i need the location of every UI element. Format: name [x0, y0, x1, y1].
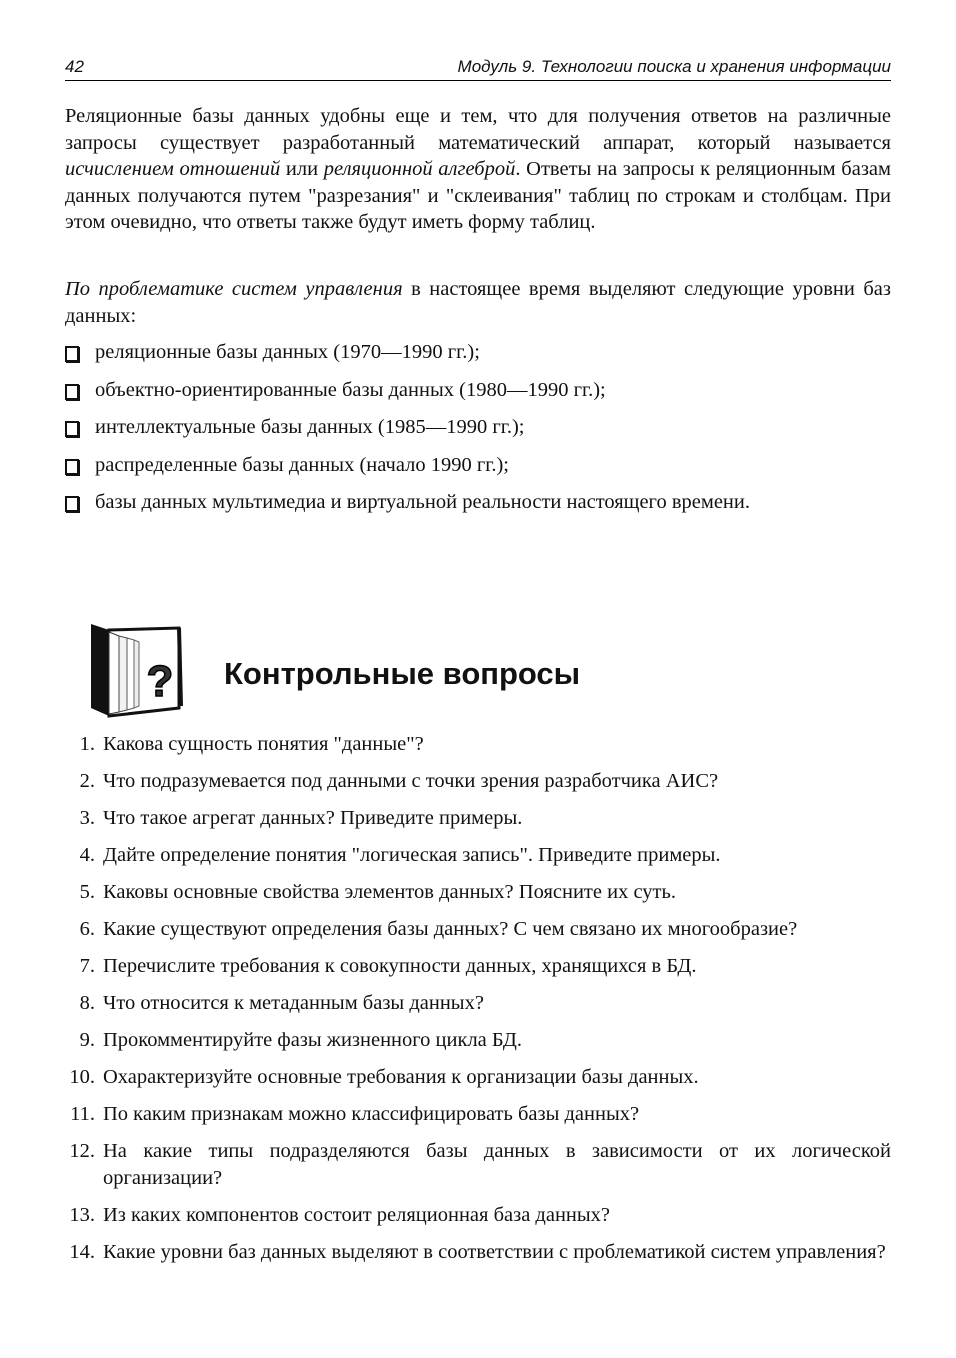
question-text: Какова сущность понятия "данные"?	[103, 733, 424, 755]
list-item-text: объектно-ориентированные базы данных (1980—1990 гг.);	[95, 378, 606, 401]
list-item-text: реляционные базы данных (1970—1990 гг.);	[95, 341, 480, 363]
question-number: 10.	[69, 1066, 95, 1088]
chapter-title: Модуль 9. Технологии поиска и хранения информации	[457, 57, 891, 76]
list-item-text: распределенные базы данных (начало 1990 гг.);	[95, 453, 509, 476]
question-number: 13.	[69, 1203, 95, 1226]
paragraph-text: в настоящее время выделяют следующие уровни баз данных:	[65, 278, 891, 327]
paragraph-text: Реляционные базы данных удобны еще и тем, что для получения ответов на различные запросы существует разработанный математический аппарат, который называется	[65, 105, 891, 154]
question-item	[65, 1138, 891, 1191]
question-number: 7.	[79, 955, 95, 977]
question-item	[65, 768, 891, 795]
section-title: Контрольные вопросы	[224, 656, 581, 691]
book-question-icon	[87, 620, 183, 718]
list-item-text: интеллектуальные базы данных (1985—1990 гг.);	[95, 416, 525, 438]
question-item	[65, 916, 891, 943]
paragraph-relational-algebra	[65, 103, 891, 236]
question-text: Охарактеризуйте основные требования к организации базы данных.	[103, 1066, 699, 1088]
question-item	[65, 842, 891, 869]
question-mark-glyph: ?	[146, 657, 174, 706]
list-item-text: базы данных мультимедиа и виртуальной реальности настоящего времени.	[95, 491, 750, 513]
question-number: 2.	[79, 770, 95, 792]
term-relational-calculus: исчислением отношений	[65, 158, 281, 180]
question-text: Какие уровни баз данных выделяют в соответствии с проблематикой систем управления?	[103, 1240, 886, 1263]
question-item	[65, 1064, 891, 1091]
list-item	[65, 413, 891, 451]
question-item	[65, 805, 891, 832]
question-number: 14.	[69, 1240, 95, 1263]
checkbox-square-icon	[65, 384, 79, 400]
term-management-systems: По проблематике систем управления	[65, 278, 403, 300]
question-text: Из каких компонентов состоит реляционная база данных?	[103, 1203, 611, 1226]
section-header	[87, 620, 891, 720]
page-number: 42	[65, 57, 84, 76]
question-number: 4.	[79, 844, 95, 866]
question-number: 8.	[79, 992, 95, 1014]
question-text: На какие типы подразделяются базы данных в зависимости от их логической организации?	[103, 1140, 891, 1189]
question-text: Каковы основные свойства элементов данных? Поясните их суть.	[103, 881, 676, 903]
question-item	[65, 1027, 891, 1054]
checkbox-square-icon	[65, 421, 79, 437]
running-header	[65, 56, 891, 81]
list-item	[65, 451, 891, 489]
question-item	[65, 953, 891, 980]
question-text: Что такое агрегат данных? Приведите примеры.	[103, 807, 523, 829]
question-item	[65, 879, 891, 906]
review-questions-list	[65, 731, 891, 1276]
question-item	[65, 1239, 891, 1266]
question-number: 5.	[79, 881, 95, 903]
question-text: Какие существуют определения базы данных? С чем связано их многообразие?	[103, 918, 798, 940]
question-number: 6.	[79, 918, 95, 940]
checkbox-square-icon	[65, 496, 79, 512]
checkbox-square-icon	[65, 459, 79, 475]
question-text: Дайте определение понятия "логическая запись". Приведите примеры.	[103, 844, 721, 866]
list-item	[65, 376, 891, 414]
term-relational-algebra: реляционной алгеброй	[323, 158, 516, 180]
question-item	[65, 1101, 891, 1128]
question-text: Что подразумевается под данными с точки зрения разработчика АИС?	[103, 770, 719, 792]
list-item	[65, 488, 891, 526]
paragraph-text: . Ответы на запросы к реляционным базам данных получаются путем "разрезания" и "склеивания" таблиц по строкам и столбцам. При этом очевидно, что ответы также будут иметь форму таблиц.	[65, 158, 891, 233]
question-number: 3.	[79, 807, 95, 829]
question-item	[65, 731, 891, 758]
checkbox-square-icon	[65, 346, 79, 362]
question-text: Прокомментируйте фазы жизненного цикла БД.	[103, 1029, 523, 1051]
question-number: 12.	[69, 1140, 95, 1162]
question-number: 11.	[70, 1103, 95, 1125]
question-text: Что относится к метаданным базы данных?	[103, 992, 484, 1014]
question-number: 1.	[79, 733, 95, 755]
list-item	[65, 338, 891, 376]
question-text: Перечислите требования к совокупности данных, хранящихся в БД.	[103, 955, 697, 977]
question-text: По каким признакам можно классифицировать базы данных?	[103, 1103, 640, 1125]
paragraph-text: или	[280, 158, 324, 180]
question-item	[65, 990, 891, 1017]
question-number: 9.	[79, 1029, 95, 1051]
question-item	[65, 1202, 891, 1229]
paragraph-db-levels	[65, 276, 891, 329]
db-levels-list	[65, 338, 891, 526]
